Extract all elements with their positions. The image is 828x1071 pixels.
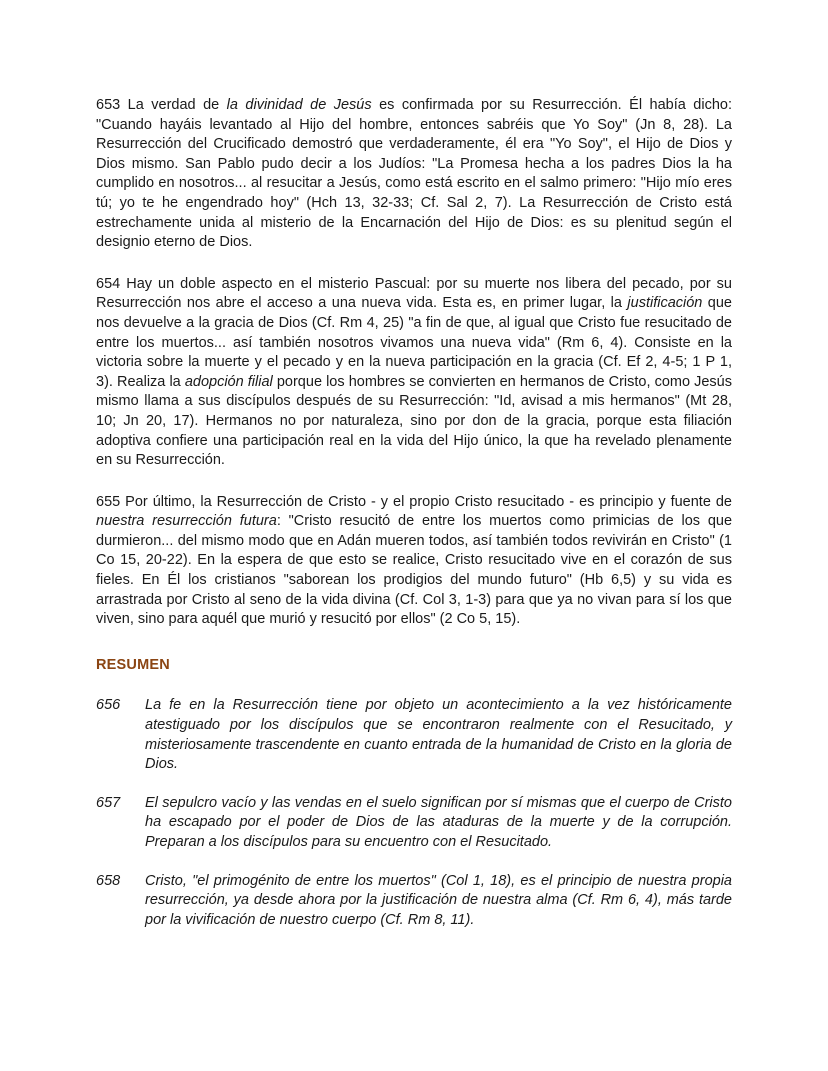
summary-item-number: 656	[96, 697, 121, 714]
paragraph-emphasis: nuestra resurrección futura	[96, 513, 277, 530]
summary-item-658	[96, 872, 732, 931]
summary-item-657	[96, 794, 732, 853]
paragraph-text: Por último, la Resurrección de Cristo - y el propio Cristo resucitado - es principio y fuente de	[120, 493, 732, 510]
paragraph-text: que nos devuelve a la gracia de Dios (Cf. Rm 4, 25) "a fin de que, al igual que Cristo fue resucitado de entre los muertos... así también nosotros vivamos una nueva vida" (Rm 6, 4). Consiste en la victoria sobre la muerte y el pecado y en la nueva participación en la gracia (Cf. Ef 2, 4-5; 1 P 1, 3). Realiza la	[96, 295, 732, 390]
paragraph-653	[96, 96, 732, 253]
summary-item-656	[96, 696, 732, 774]
summary-item-number: 658	[96, 872, 121, 889]
summary-heading: RESUMEN	[96, 656, 170, 673]
paragraph-number: 654	[96, 275, 121, 292]
paragraph-text: Hay un doble aspecto en el misterio Pascual: por su muerte nos libera del pecado, por su Resurrección nos abre el acceso a una nueva vida. Esta es, en primer lugar, la	[96, 275, 732, 312]
paragraph-emphasis: justificación	[627, 295, 703, 312]
paragraph-text: porque los hombres se convierten en hermanos de Cristo, como Jesús mismo llama a sus discípulos después de su Resurrección: "Id, avisad a mis hermanos" (Mt 28, 10; Jn 20, 17). Hermanos no por naturaleza, sino por don de la gracia, porque esta filiación adoptiva confiere una participación real en la vida del Hijo único, la que ha revelado plenamente en su Resurrección.	[96, 373, 732, 469]
paragraph-emphasis: adopción filial	[184, 373, 273, 390]
paragraph-654	[96, 275, 732, 471]
paragraph-text: es confirmada por su Resurrección. Él había dicho: "Cuando hayáis levantado al Hijo del hombre, entonces sabréis que Yo Soy" (Jn 8, 28). La Resurrección del Crucificado demostró que verdaderamente, él era "Yo Soy", el Hijo de Dios y Dios mismo. San Pablo pudo decir a los Judíos: "La Promesa hecha a los padres Dios la ha cumplido en nosotros... al resucitar a Jesús, como está escrito en el salmo primero: "Hijo mío eres tú; yo te he engendrado hoy" (Hch 13, 32-33; Cf. Sal 2, 7). La Resurrección de Cristo está estrechamente unida al misterio de la Encarnación del Hijo de Dios: es su plenitud según el designio eterno de Dios.	[96, 97, 732, 251]
paragraph-text: La verdad de	[120, 97, 227, 113]
summary-item-text: El sepulcro vacío y las vendas en el suelo significan por sí mismas que el cuerpo de Cristo ha escapado por el poder de Dios de las ataduras de la muerte y de la corrupción. Preparan a los discípulos para su encuentro con el Resucitado.	[145, 794, 732, 850]
summary-item-text: La fe en la Resurrección tiene por objeto un acontecimiento a la vez históricamente atestiguado por los discípulos que se encontraron realmente con el Resucitado, y misteriosamente trascendente en cuanto entrada de la humanidad de Cristo en la gloria de Dios.	[145, 697, 732, 773]
paragraph-number: 653	[96, 97, 121, 113]
summary-item-number: 657	[96, 794, 121, 811]
paragraph-number: 655	[96, 493, 121, 510]
paragraph-emphasis: la divinidad de Jesús	[226, 97, 372, 113]
paragraph-655	[96, 493, 732, 630]
summary-item-text: Cristo, "el primogénito de entre los muertos" (Col 1, 18), es el principio de nuestra propia resurrección, ya desde ahora por la justificación de nuestra alma (Cf. Rm 6, 4), más tarde por la vivificación de nuestro cuerpo (Cf. Rm 8, 11).	[145, 872, 732, 928]
document-page	[96, 96, 732, 949]
paragraph-text: : "Cristo resucitó de entre los muertos como primicias de los que durmieron... del mismo modo que en Adán mueren todos, así también todos revivirán en Cristo" (1 Co 15, 20-22). En la espera de que esto se realice, Cristo resucitado vive en el corazón de sus fieles. En Él los cristianos "saborean los prodigios del mundo futuro" (Hb 6,5) y su vida es arrastrada por Cristo al seno de la vida divina (Cf. Col 3, 1-3) para que ya no vivan para sí los que viven, sino para aquél que murió y resucitó por ellos" (2 Co 5, 15).	[96, 513, 733, 628]
